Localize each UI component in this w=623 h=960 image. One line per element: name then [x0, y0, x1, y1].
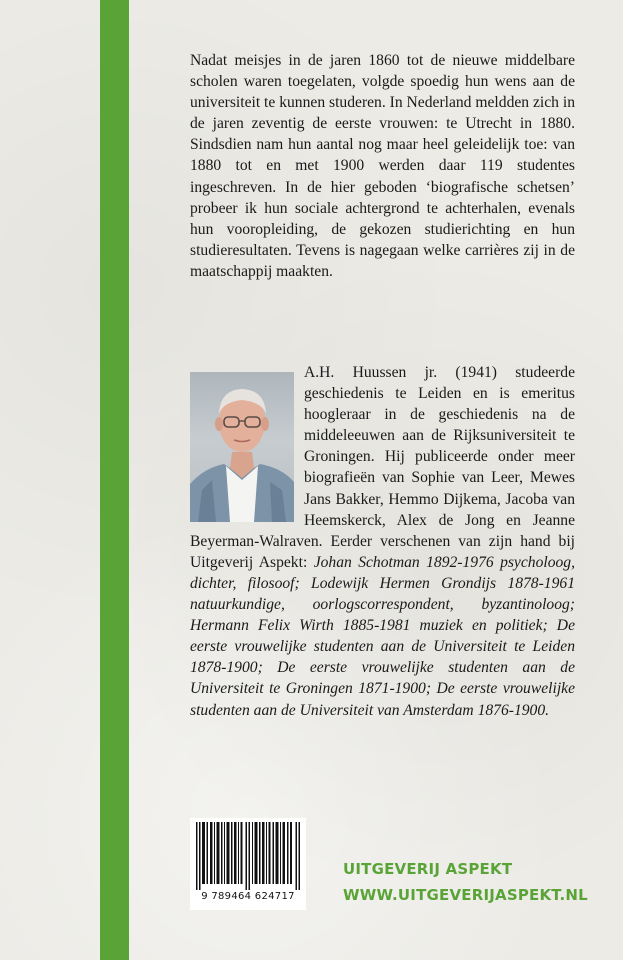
author-portrait-image	[190, 372, 294, 522]
barcode-bars	[196, 822, 300, 890]
green-spine-stripe	[100, 0, 129, 960]
isbn-barcode	[190, 818, 306, 910]
author-bio: A.H. Huussen jr. (1941) studeerde geschiedenis te Leiden en is emeritus hoogleraar in de geschiedenis na de middeleeuwen aan de Rijksuniversiteit te Groningen. Hij publiceerde onder meer biografieën van Sophie van Leer, Mewes Jans Bakker, Hemmo Dijkema, Jacoba van Heemskerck, Alex de Jong en Jeanne Beyerman-Walraven. Eerder verschenen van zijn hand bij Uitgeverij Aspekt:	[190, 364, 575, 571]
author-section	[190, 362, 575, 721]
back-cover-blurb: Nadat meisjes in de jaren 1860 tot de nieuwe middelbare scholen waren toegelaten, volgde spoedig hun wens aan de universiteit te kunnen studeren. In Nederland meldden zich in de jaren zeventig de eerste vrouwen: te Utrecht in 1880. Sindsdien nam hun aantal nog maar heel geleidelijk toe: van 1880 tot en met 1900 werden daar 119 studentes ingeschreven. In de hier geboden ‘biografische schetsen’ probeer ik hun sociale achtergrond te achterhalen, evenals hun vooropleiding, de gekozen studierichting en hun studieresultaten. Tevens is nagegaan welke carrières zij in de maatschappij maakten.	[190, 52, 575, 280]
publisher-website[interactable]: WWW.UITGEVERIJASPEKT.NL	[343, 886, 588, 904]
author-photo	[190, 372, 294, 522]
isbn-digits: 9 789464 624717	[201, 891, 295, 902]
author-previous-works: Johan Schotman 1892-1976 psycholoog, dichter, filosoof; Lodewijk Hermen Grondijs 1878-1961 natuurkundige, oorlogscorrespondent, byzantinoloog; Hermann Felix Wirth 1885-1981 muziek en politiek; De eerste vrouwelijke studenten aan de Universiteit te Leiden 1878-1900; De eerste vrouwelijke studenten aan de Universiteit te Groningen 1871-1900; De eerste vrouwelijke studenten aan de Universiteit van Amsterdam 1876-1900.	[190, 553, 575, 719]
publisher-name: UITGEVERIJ ASPEKT	[343, 860, 513, 878]
